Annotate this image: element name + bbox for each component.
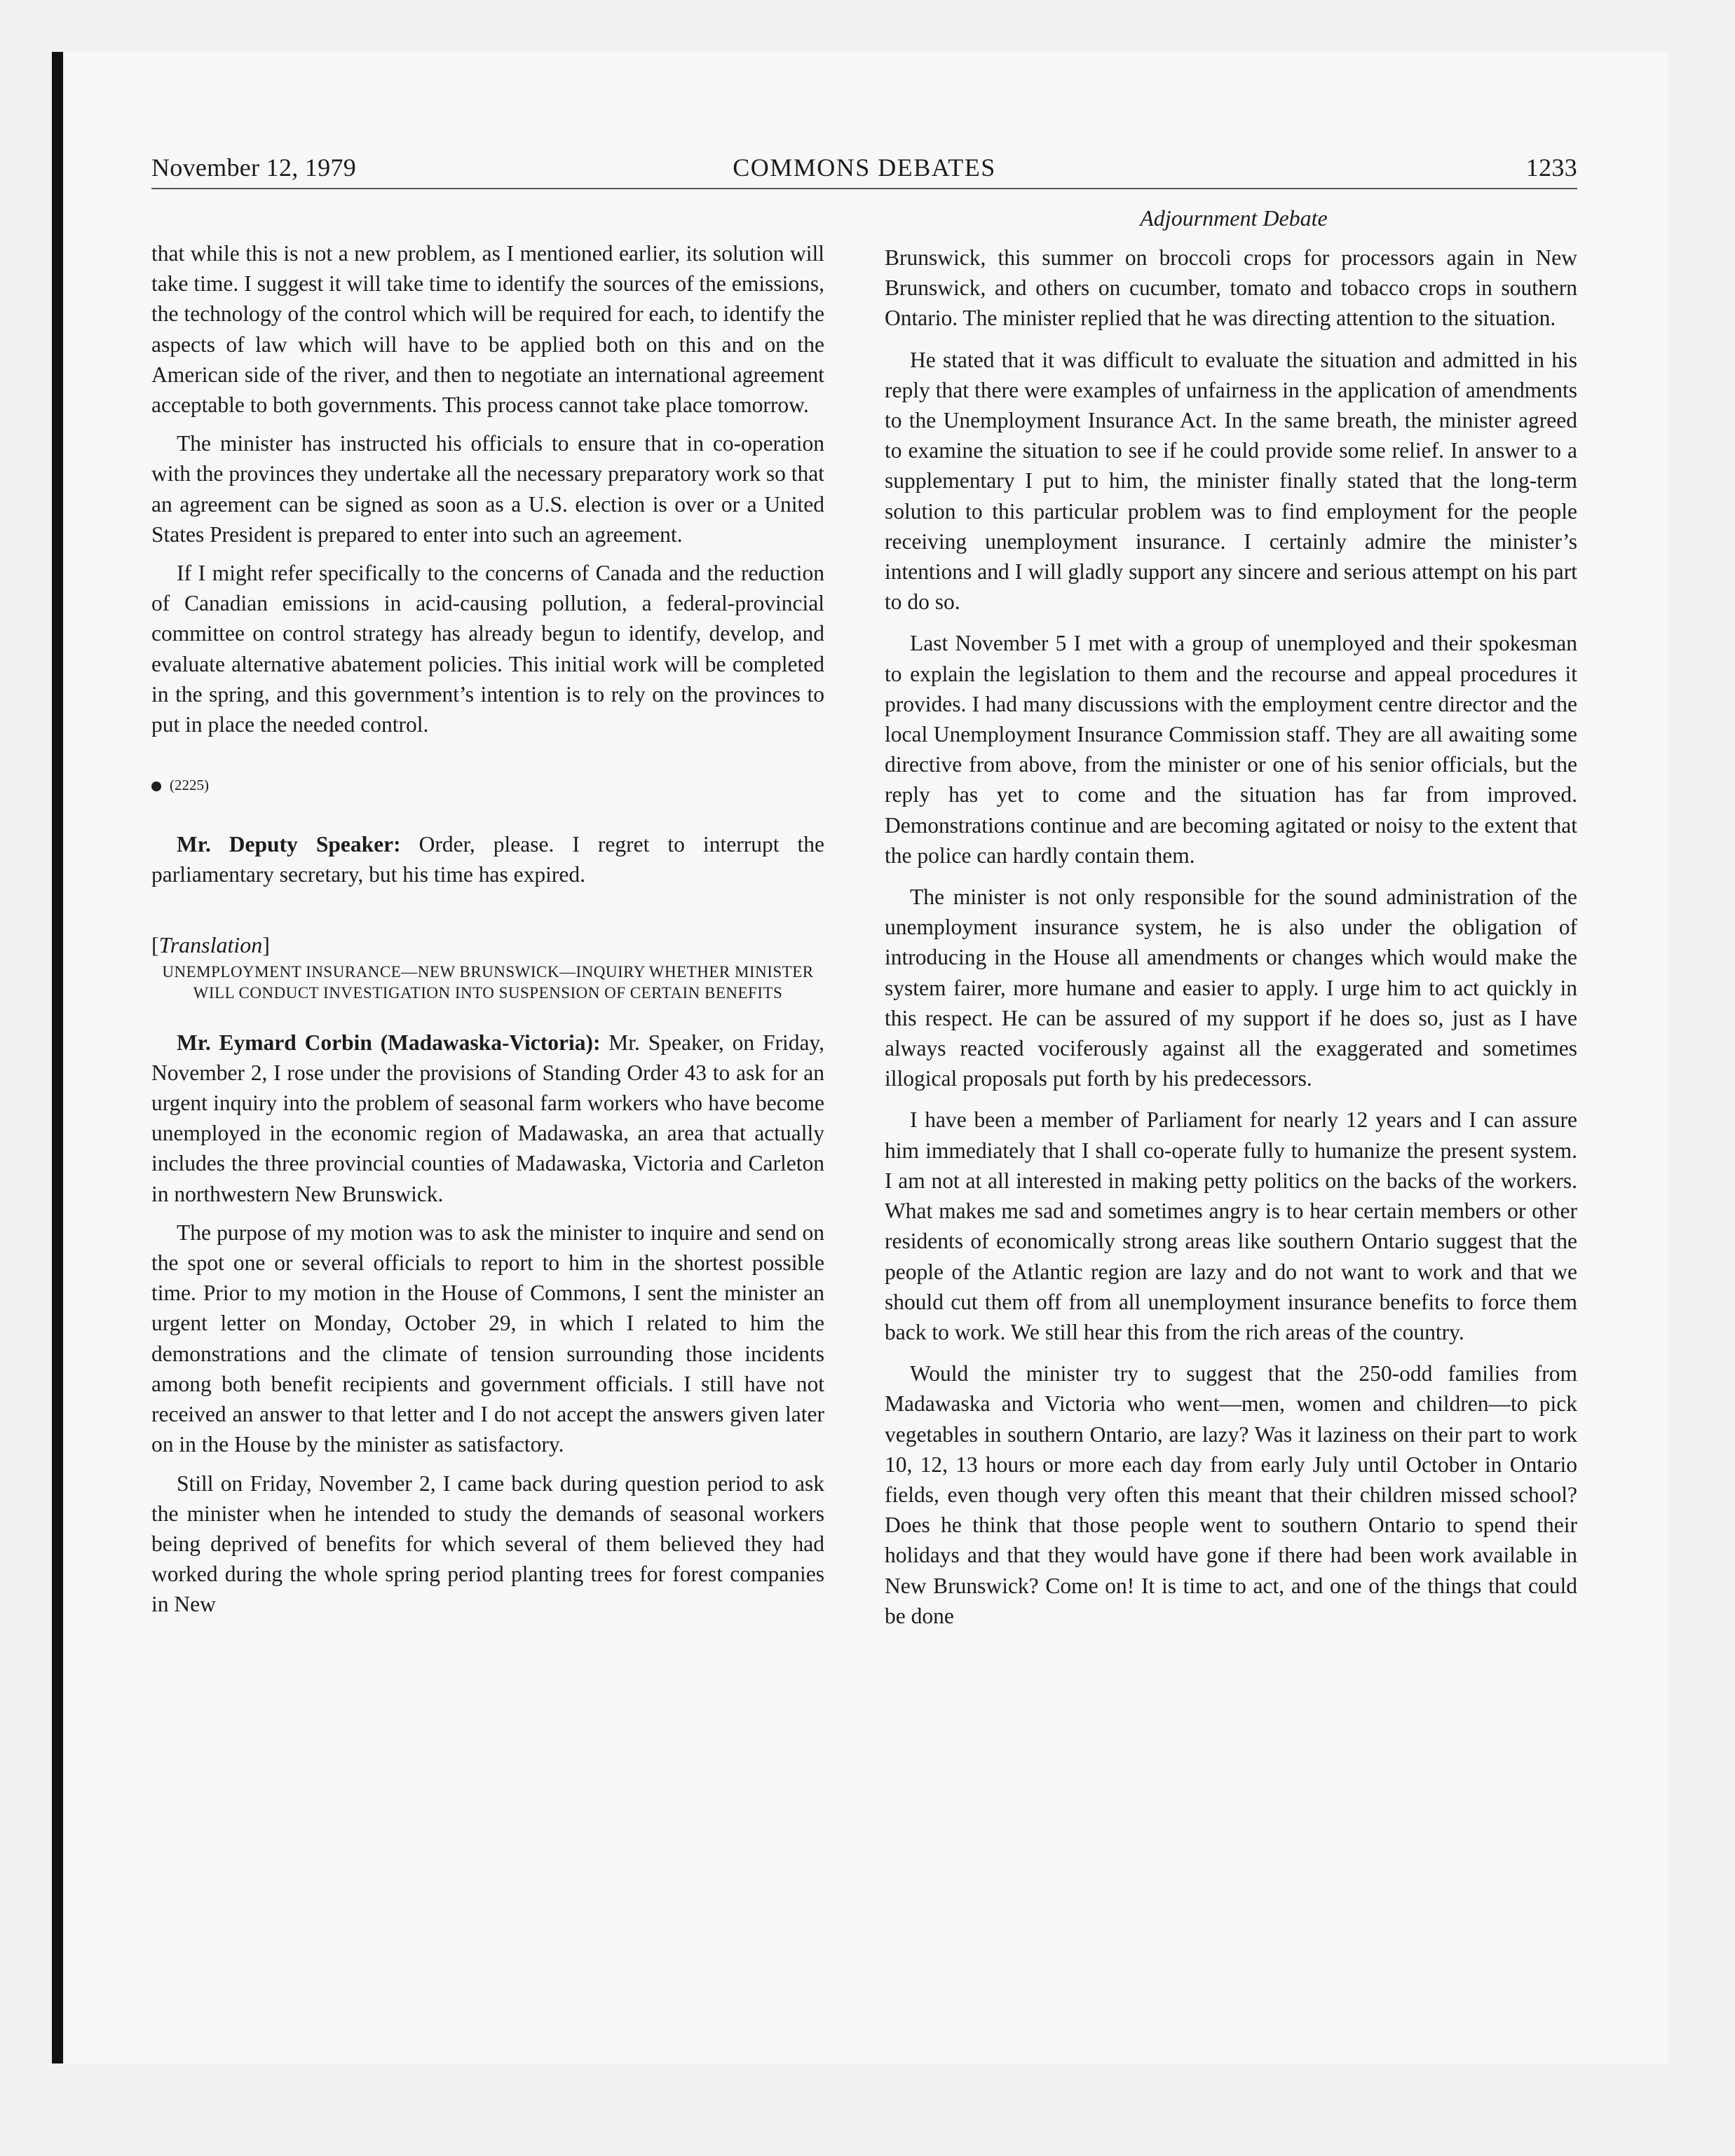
- paragraph: He stated that it was difficult to evaluate the situation and admitted in his reply that there were examples of unfairness in the application of amendments to the Unemployment Insurance Act. In the same breath, the minister agreed to examine the situation to see if he could provide some relief. In answer to a supplementary I put to him, the minister finally stated that the long-term solution to this particular problem was to find employment for the people receiving unemployment insurance. I certainly admire the minister’s intentions and I will gladly support any sincere and serious attempt on his part to do so.: [885, 347, 1577, 615]
- section-title: Adjournment Debate: [1140, 205, 1328, 231]
- right-column: [885, 243, 1577, 1642]
- translation-label: Translation: [158, 932, 263, 957]
- speech-paragraph: [151, 829, 824, 889]
- translation-note: [Translation]: [151, 932, 270, 957]
- running-header: [151, 153, 1577, 189]
- paragraph: The minister is not only responsible for the sound administration of the unemployment insurance system, he is also under the obligation of introducing in the House all amendments or changes which would make the system fairer, more humane and easier to apply. I urge him to act quickly in this respect. He can be assured of my support if he does so, just as I have always reacted vociferously against all the exaggerated and sometimes illogical proposals put forth by his predecessors.: [885, 885, 1577, 1091]
- scan-edge: [52, 52, 63, 2063]
- header-page-number: 1233: [1525, 153, 1577, 182]
- header-publication: COMMONS DEBATES: [733, 153, 996, 182]
- paragraph: The purpose of my motion was to ask the minister to inquire and send on the spot one or several officials to report to him in the shortest possible time. Prior to my motion in the House of Commons, I sent the minister an urgent letter on Monday, October 29, in which I related to him the demonstrations and the climate of tension surrounding those incidents among both benefit recipients and government officials. I still have not received an answer to that letter and I do not accept the answers given later on in the House by the minister as satisfactory.: [151, 1220, 824, 1457]
- timestamp-text: (2225): [170, 777, 209, 794]
- speech-paragraph: [151, 1028, 824, 1209]
- speech-text: Order, please. I regret to interrupt the parliamentary secretary, but his time has expired.: [151, 832, 824, 887]
- speaker-name: Mr. Eymard Corbin (Madawaska-Victoria):: [177, 1030, 601, 1055]
- paragraph: Last November 5 I met with a group of unemployed and their spokesman to explain the legislation to them and the recourse and appeal procedures it provides. I had many discussions with the employment centre director and the local Unemployment Insurance Commission staff. They are all awaiting some directive from above, from the minister or one of his senior officials, but the reply has yet to come and the situation has far from improved. Demonstrations continue and are becoming agitated or noisy to the extent that the police can hardly contain them.: [885, 631, 1577, 868]
- bullet-icon: [151, 782, 161, 791]
- speaker-name: Mr. Deputy Speaker:: [177, 832, 401, 857]
- paragraph: Brunswick, this summer on broccoli crops for processors again in New Brunswick, and others on cucumber, tomato and tobacco crops in southern Ontario. The minister replied that he was directing attention to the situation.: [885, 245, 1577, 331]
- paragraph: that while this is not a new problem, as I mentioned earlier, its solution will take time. I suggest it will take time to identify the sources of the emissions, the technology of the control which will be required for each, to identify the aspects of law which will have to be applied both on this and on the American side of the river, and then to negotiate an international agreement acceptable to both governments. This process cannot take place tomorrow.: [151, 241, 824, 418]
- speech-text: Mr. Speaker, on Friday, November 2, I rose under the provisions of Standing Order 43 to ask for an urgent inquiry into the problem of seasonal farm workers who have become unemployed in the economic region of Madawaska, an area that actually includes the three provincial counties of Madawaska, Victoria and Carleton in northwestern New Brunswick.: [151, 1030, 825, 1206]
- paragraph: Would the minister try to suggest that the 250-odd families from Madawaska and Victoria who went—men, women and children—to pick vegetables in southern Ontario, are lazy? Was it laziness on their part to work 10, 12, 13 hours or more each day from early July until October in Ontario fields, even though very often this meant that their children missed school? Does he think that those people went to southern Ontario to spend their holidays and that they would have gone if there had been work available in New Brunswick? Come on! It is time to act, and one of the things that could be done: [885, 1361, 1577, 1628]
- paragraph: If I might refer specifically to the concerns of Canada and the reduction of Canadian emissions in acid-causing pollution, a federal-provincial committee on control strategy has already begun to identify, develop, and evaluate alternative abatement policies. This initial work will be completed in the spring, and this government’s intention is to rely on the provinces to put in place the needed control.: [151, 561, 824, 737]
- header-date: November 12, 1979: [151, 153, 357, 182]
- left-column: [151, 238, 824, 1628]
- debate-subheading: UNEMPLOYMENT INSURANCE—NEW BRUNSWICK—INQUIRY WHETHER MINISTER WILL CONDUCT INVESTIGATION INTO SUSPENSION OF CERTAIN BENEFITS: [162, 962, 814, 1002]
- paragraph: I have been a member of Parliament for nearly 12 years and I can assure him immediately that I shall co-operate fully to humanize the present system. I am not at all interested in making petty politics on the backs of the workers. What makes me sad and sometimes angry is to hear certain members or other residents of economically strong areas like southern Ontario suggest that the people of the Atlantic region are lazy and do not want to work and that we should cut them off from all unemployment insurance benefits to force them back to work. We still hear this from the rich areas of the country.: [885, 1107, 1577, 1344]
- paragraph: The minister has instructed his officials to ensure that in co-operation with the provinces they undertake all the necessary preparatory work so that an agreement can be signed as soon as a U.S. election is over or a United States President is prepared to enter into such an agreement.: [151, 431, 824, 547]
- time-marker: [151, 775, 824, 796]
- paragraph: Still on Friday, November 2, I came back during question period to ask the minister when he intended to study the demands of seasonal workers being deprived of benefits for which several of them believed they had worked during the whole spring period planting trees for forest companies in New: [151, 1471, 824, 1617]
